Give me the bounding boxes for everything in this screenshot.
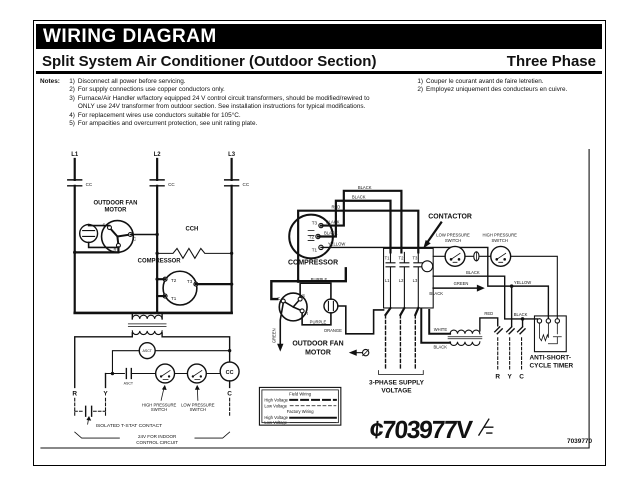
pictorial-diagram	[271, 185, 573, 395]
footer-marks	[369, 417, 593, 445]
fan-motor-pictorial	[271, 268, 383, 356]
timer-label: ANTI-SHORT-	[529, 354, 571, 362]
legend-low-voltage: Low Voltage	[264, 420, 288, 426]
legend-field-wiring: Field Wiring	[289, 391, 312, 397]
asct-timer-label: ASCT	[142, 349, 152, 354]
wire-black-label: BLACK	[323, 230, 338, 236]
phase-label: Three Phase	[506, 52, 596, 70]
indoor-24v-label: 24V FOR INDOOR	[137, 434, 177, 440]
note-item: 5) For ampacities and overcurrent protection, see unit rating plate.	[69, 120, 258, 128]
fan-terminal-s: S	[102, 222, 106, 228]
wire-black-label: BLACK	[513, 311, 528, 317]
legend-factory-wiring: Factory Wiring	[286, 409, 314, 415]
supply-section	[349, 308, 425, 394]
hps-label2: SWITCH	[150, 407, 168, 413]
wire-purple-label: PURPLE	[309, 319, 327, 325]
note-item: 2) For supply connections use copper conductors only.	[69, 86, 225, 94]
pict-fan-label2: MOTOR	[305, 349, 331, 357]
field-terminal-c: C	[519, 373, 524, 381]
note-item: 2) Employez uniquement des conducteurs en cuivre.	[417, 86, 568, 94]
wire-black-label: BLACK	[466, 270, 480, 276]
notes-french	[412, 78, 607, 95]
contactor-l3: L3	[412, 278, 418, 284]
document-page	[33, 20, 606, 466]
compressor-label: COMPRESSOR	[137, 258, 181, 265]
wire-purple-label: PURPLE	[310, 277, 328, 283]
wiring-legend	[259, 387, 340, 425]
wire-black-label: BLACK	[351, 194, 366, 200]
indoor-24v-label2: CONTROL CIRCUIT	[136, 440, 179, 446]
pict-compressor-label: COMPRESSOR	[287, 259, 339, 267]
wire-black-label: BLACK	[325, 219, 340, 225]
contactor-t1: T1	[384, 255, 390, 261]
supply-label: 3-PHASE SUPPLY	[369, 379, 424, 387]
fan-terminal-r: R	[113, 247, 117, 253]
contactor-label: CONTACTOR	[428, 213, 472, 221]
wire-black-label: BLACK	[357, 184, 372, 190]
cc-contact-label: CC	[168, 181, 175, 187]
compressor-t1: T1	[171, 296, 177, 302]
fan-motor-label: MOTOR	[104, 207, 127, 214]
notes-section	[40, 78, 601, 148]
field-terminal-y: Y	[507, 373, 512, 381]
terminal-r: R	[72, 390, 78, 398]
isolated-tstat-label: ISOLATED T-STAT CONTACT	[95, 424, 163, 430]
title-bar	[36, 24, 602, 49]
cc-contact-label: CC	[242, 181, 250, 187]
wire-yellow-label: YELLOW	[327, 241, 346, 247]
note-item: 3) Furnace/Air Handler w/factory equipped 24 V control circuit transformers, should be modified/rewired to ONLY use 24V transformer from outdoor section. See installation instructions for typical modifications.	[69, 94, 370, 111]
document-subtitle: Split System Air Conditioner (Outdoor Section)	[42, 52, 377, 70]
wire-red-label: RED	[484, 310, 494, 316]
terminal-c: C	[227, 390, 232, 398]
lps-label2: SWITCH	[189, 407, 207, 413]
compressor-power-wires	[296, 185, 418, 283]
phase-l1-label: L1	[71, 152, 79, 159]
note-item: 1) Couper le courant avant de faire letretien.	[417, 78, 544, 85]
wire-yellow-label: YELLOW	[513, 280, 532, 286]
drawing-stamp: ¢703977V	[368, 417, 472, 445]
part-number: 7039770	[567, 438, 593, 446]
wiring-diagram-canvas	[36, 149, 602, 460]
note-item: 1) Disconnect all power before servicing.	[69, 78, 186, 85]
pict-fan-s: S	[302, 293, 305, 299]
crankcase-heater	[155, 227, 233, 259]
contactor-t3: T3	[412, 255, 418, 261]
contactor-l2: L2	[398, 278, 404, 284]
contactor-t2: T2	[398, 255, 404, 261]
wire-white-label: WHITE	[433, 326, 448, 332]
cc-coil-label: CC	[225, 370, 234, 377]
notes-heading: Notes:	[40, 78, 60, 85]
cc-contact-label: CC	[85, 181, 93, 187]
field-terminal-r: R	[495, 373, 501, 381]
compressor-schematic	[138, 258, 234, 305]
wire-black-label: BLACK	[433, 344, 448, 350]
wire-green-label: GREEN	[453, 281, 469, 287]
yellow-wire	[321, 241, 548, 317]
timer-label2: CYCLE TIMER	[529, 362, 574, 370]
fan-motor-schematic	[73, 201, 159, 254]
legend-low-voltage: Low Voltage	[264, 403, 288, 409]
pict-fan-label: OUTDOOR FAN	[292, 340, 344, 348]
notes-english	[40, 78, 370, 129]
low-voltage-terminals	[480, 284, 525, 380]
page-title: WIRING DIAGRAM	[43, 26, 217, 47]
compressor-t3: T3	[186, 279, 193, 285]
legend-high-voltage: High Voltage	[264, 415, 288, 421]
subtitle-row	[36, 51, 602, 74]
fan-terminal-c: C	[133, 236, 137, 242]
wire-green-label: GREEN	[271, 328, 277, 344]
contactor-l1: L1	[384, 278, 390, 284]
green-ground-wire	[429, 281, 484, 296]
hps-pict-label: HIGH PRESSURE	[482, 232, 517, 238]
phase-l2-label: L2	[153, 152, 161, 159]
asct-contact-label: ASCT	[123, 381, 134, 386]
pict-compressor-t2: T2	[308, 234, 315, 240]
pict-fan-c: C	[277, 296, 281, 302]
wire-red-label: RED	[331, 204, 341, 210]
supply-label2: VOLTAGE	[381, 387, 412, 395]
compressor-t2: T2	[171, 278, 177, 284]
wire-orange-label: ORANGE	[323, 327, 342, 333]
lps-pict-label: LOW PRESSURE	[436, 232, 470, 238]
ladder-schematic	[68, 152, 250, 445]
anti-short-cycle-timer	[530, 316, 574, 370]
control-circuit	[72, 343, 239, 445]
legend-high-voltage: High Voltage	[264, 397, 288, 403]
transformer-pictorial	[421, 309, 482, 350]
wire-black-label: BLACK	[429, 291, 443, 297]
pict-compressor-t3: T3	[311, 220, 318, 226]
contactor-poles	[385, 252, 423, 308]
lps-label: LOW PRESSURE	[181, 402, 215, 408]
hps-label: HIGH PRESSURE	[141, 402, 177, 408]
fan-motor-label: OUTDOOR FAN	[93, 200, 138, 207]
phase-l3-label: L3	[228, 152, 236, 159]
diagram-frame	[41, 149, 589, 448]
pict-compressor-t1: T1	[311, 247, 318, 253]
pict-fan-r: R	[305, 310, 309, 316]
hps-pict-label2: SWITCH	[491, 237, 508, 243]
note-item: 4) For replacement wires use conductors suitable for 105°C.	[69, 111, 241, 119]
lps-pict-label2: SWITCH	[444, 237, 462, 243]
pressure-switches-pictorial	[433, 232, 557, 317]
cch-label: CCH	[185, 226, 199, 233]
terminal-y: Y	[103, 390, 108, 398]
